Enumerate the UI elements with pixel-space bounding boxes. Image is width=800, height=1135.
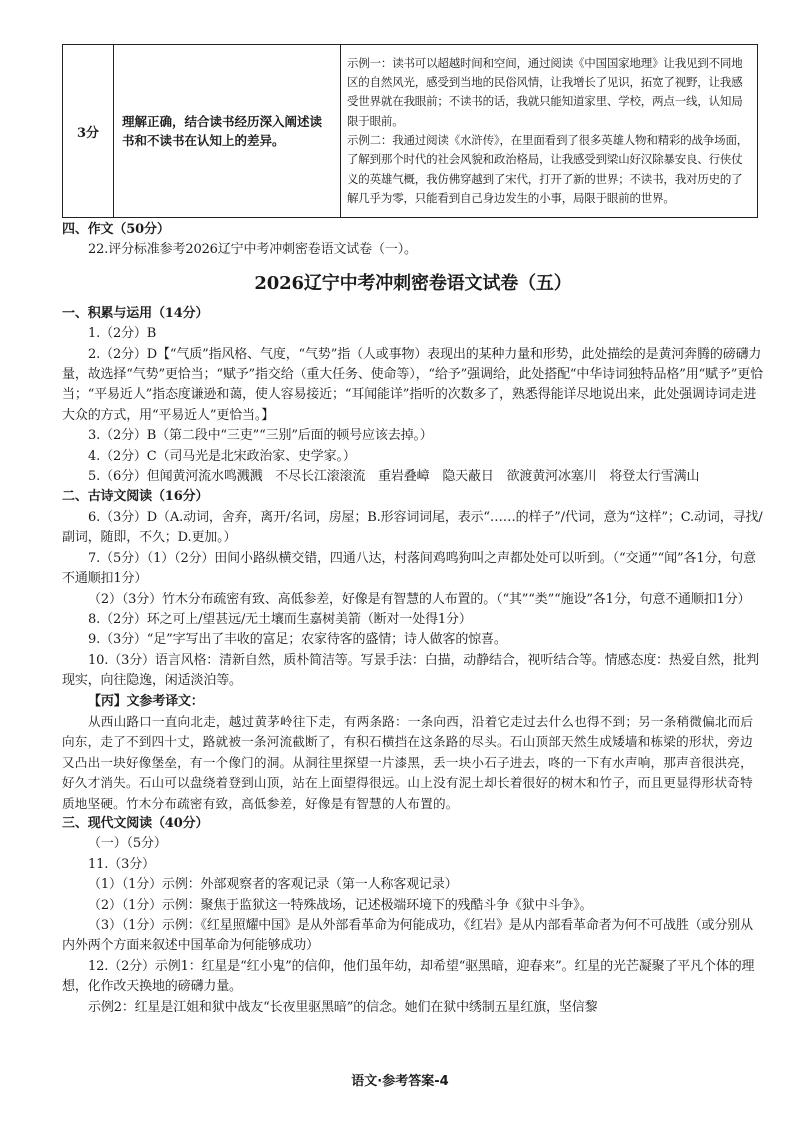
answer-6: 6.（3分）D（A.动词，舍弃，离开/名词，房屋；B.形容词词尾，表示“……的样子”/代词，意为“这样”；C.动词，寻找/副词，随即，不久；D.更加。） bbox=[62, 509, 763, 546]
scoring-rubric-table bbox=[62, 44, 758, 218]
section-heading-3: 三、现代文阅读（40分） bbox=[62, 815, 209, 831]
answer-8: 8.（2分）环之可上/望甚远/无土壤而生嘉树美箭（断对一处得1分） bbox=[88, 611, 472, 627]
examples-cell bbox=[341, 45, 758, 218]
answer-5: 5.（6分）但闻黄河流水鸣溅溅 不尽长江滚滚流 重岩叠嶂 隐天蔽日 欲渡黄河冰塞川 将登太行雪满山 bbox=[88, 469, 700, 485]
subsection-1: （一）（5分） bbox=[88, 836, 167, 852]
answer-9: 9.（3分）“足”字写出了丰收的富足；农家待客的盛情；诗人做客的惊喜。 bbox=[88, 632, 507, 648]
section-heading-2: 二、古诗文阅读（16分） bbox=[62, 489, 209, 505]
answer-7-1: 7.（5分）（1）（2分）田间小路纵横交错，四通八达，村落间鸡鸣狗叫之声都处处可以听到。（“交通”“闻”各1分，句意不通顺扣1分） bbox=[62, 550, 756, 587]
section-heading-1: 一、积累与运用（14分） bbox=[62, 305, 209, 321]
answer-22: 22.评分标准参考2026辽宁中考冲刺密卷语文试卷（一）。 bbox=[88, 242, 417, 258]
page-footer: 语文·参考答案-4 bbox=[351, 1074, 449, 1089]
answer-1: 1.（2分）B bbox=[88, 326, 157, 342]
example-one: 示例一：读书可以超越时间和空间，通过阅读《中国国家地理》让我见到不同地区的自然风光，感受到当地的民俗风情，让我增长了见识，拓宽了视野，让我感受世界就在我眼前；不读书的话，我就只能知道家里、学校，两点一线，认知局限于眼前。 bbox=[347, 55, 743, 128]
answer-2: 2.（2分）D【“气质”指风格、气度，“气势”指（人或事物）表现出的某种力量和形势，此处描绘的是黄河奔腾的磅礴力量，故选择“气势”更恰当；“赋予”指交给（重大任务、使命等），“给予”强调给，此处搭配“中华诗词独特品格”用“赋予”更恰当；“平易近人”指态度谦逊和蔼，使人容易接近；“耳闻能详”指听的次数多了，熟悉得能详尽地说出来，此处强调诗词走进大众的方式，用“平易近人”更恰当。】 bbox=[62, 346, 763, 423]
answer-10: 10.（3分）语言风格：清新自然，质朴简洁等。写景手法：白描，动静结合，视听结合等。情感态度：热爱自然，批判现实，向往隐逸，闲适淡泊等。 bbox=[62, 652, 759, 689]
table-row bbox=[63, 45, 758, 218]
answer-11-1: （1）（1分）示例：外部观察者的客观记录（第一人称客观记录） bbox=[88, 877, 458, 893]
answer-11-3: （3）（1分）示例：《红星照耀中国》是从外部看革命为何能成功，《红岩》是从内部看革命者为何不可战胜（或分别从内外两个方面来叙述中国革命为何能够成功） bbox=[62, 918, 753, 954]
answer-11: 11.（3分） bbox=[88, 856, 155, 872]
criteria-cell: 理解正确，结合读书经历深入阐述读书和不读书在认知上的差异。 bbox=[114, 45, 341, 218]
answer-12-example-2: 示例2：红星是江姐和狱中战友“长夜里驱黑暗”的信念。她们在狱中绣制五星红旗，坚信黎 bbox=[88, 999, 598, 1015]
answer-7-2: （2）（3分）竹木分布疏密有致、高低参差，好像是有智慧的人布置的。（“其”“类”“施设”各1分，句意不通顺扣1分） bbox=[88, 591, 751, 607]
answer-4: 4.（2分）C（司马光是北宋政治家、史学家。） bbox=[88, 448, 356, 464]
paper-title: 2026辽宁中考冲刺密卷语文试卷（五） bbox=[254, 272, 572, 294]
answer-11-2: （2）（1分）示例：聚焦于监狱这一特殊战场，记述极端环境下的残酷斗争《狱中斗争》。 bbox=[88, 897, 593, 913]
translation-text: 从西山路口一直向北走，越过黄茅岭往下走，有两条路：一条向西，沿着它走过去什么也得不到；另一条稍微偏北而后向东，走了不到四十丈，路就被一条河流截断了，有积石横挡在这条路的尽头。石山顶部天然生成矮墙和栋梁的形状，旁边又凸出一块好像堡垒，有一个像门的洞。从洞往里探望一片漆黑，丢一块小石子进去，咚的一下有水声响，那声音很洪亮，好久才消失。石山可以盘绕着登到山顶，站在上面望得很远。山上没有泥土却长着很好的树木和竹子，而且更显得形状奇特质地坚硬。竹木分布疏密有致，高低参差，好像是有智慧的人布置的。 bbox=[62, 713, 754, 811]
section-heading-composition: 四、作文（50分） bbox=[62, 222, 170, 237]
answer-3: 3.（2分）B（第二段中“三吏”“三别”后面的顿号应该去掉。） bbox=[88, 428, 433, 444]
score-cell: 3分 bbox=[63, 45, 114, 218]
answer-12-example-1: 12.（2分）示例1：红星是“红小鬼”的信仰，他们虽年幼，却希望“驱黑暗，迎春来”。红星的光芒凝聚了平凡个体的理想，化作改天换地的磅礴力量。 bbox=[62, 958, 755, 995]
answer-content bbox=[62, 220, 764, 1018]
example-two: 示例二：我通过阅读《水浒传》，在里面看到了很多英雄人物和精彩的战争场面，了解到那个时代的社会风貌和政治格局，让我感受到梁山好汉除暴安良、行侠仗义的英雄气概，我仿佛穿越到了宋代，打开了新的世界；不读书，我对历史的了解几乎为零，只能看到自己身边发生的小事，局限于眼前的世界。 bbox=[347, 133, 749, 205]
translation-heading: 【丙】文参考译文： bbox=[88, 693, 204, 709]
